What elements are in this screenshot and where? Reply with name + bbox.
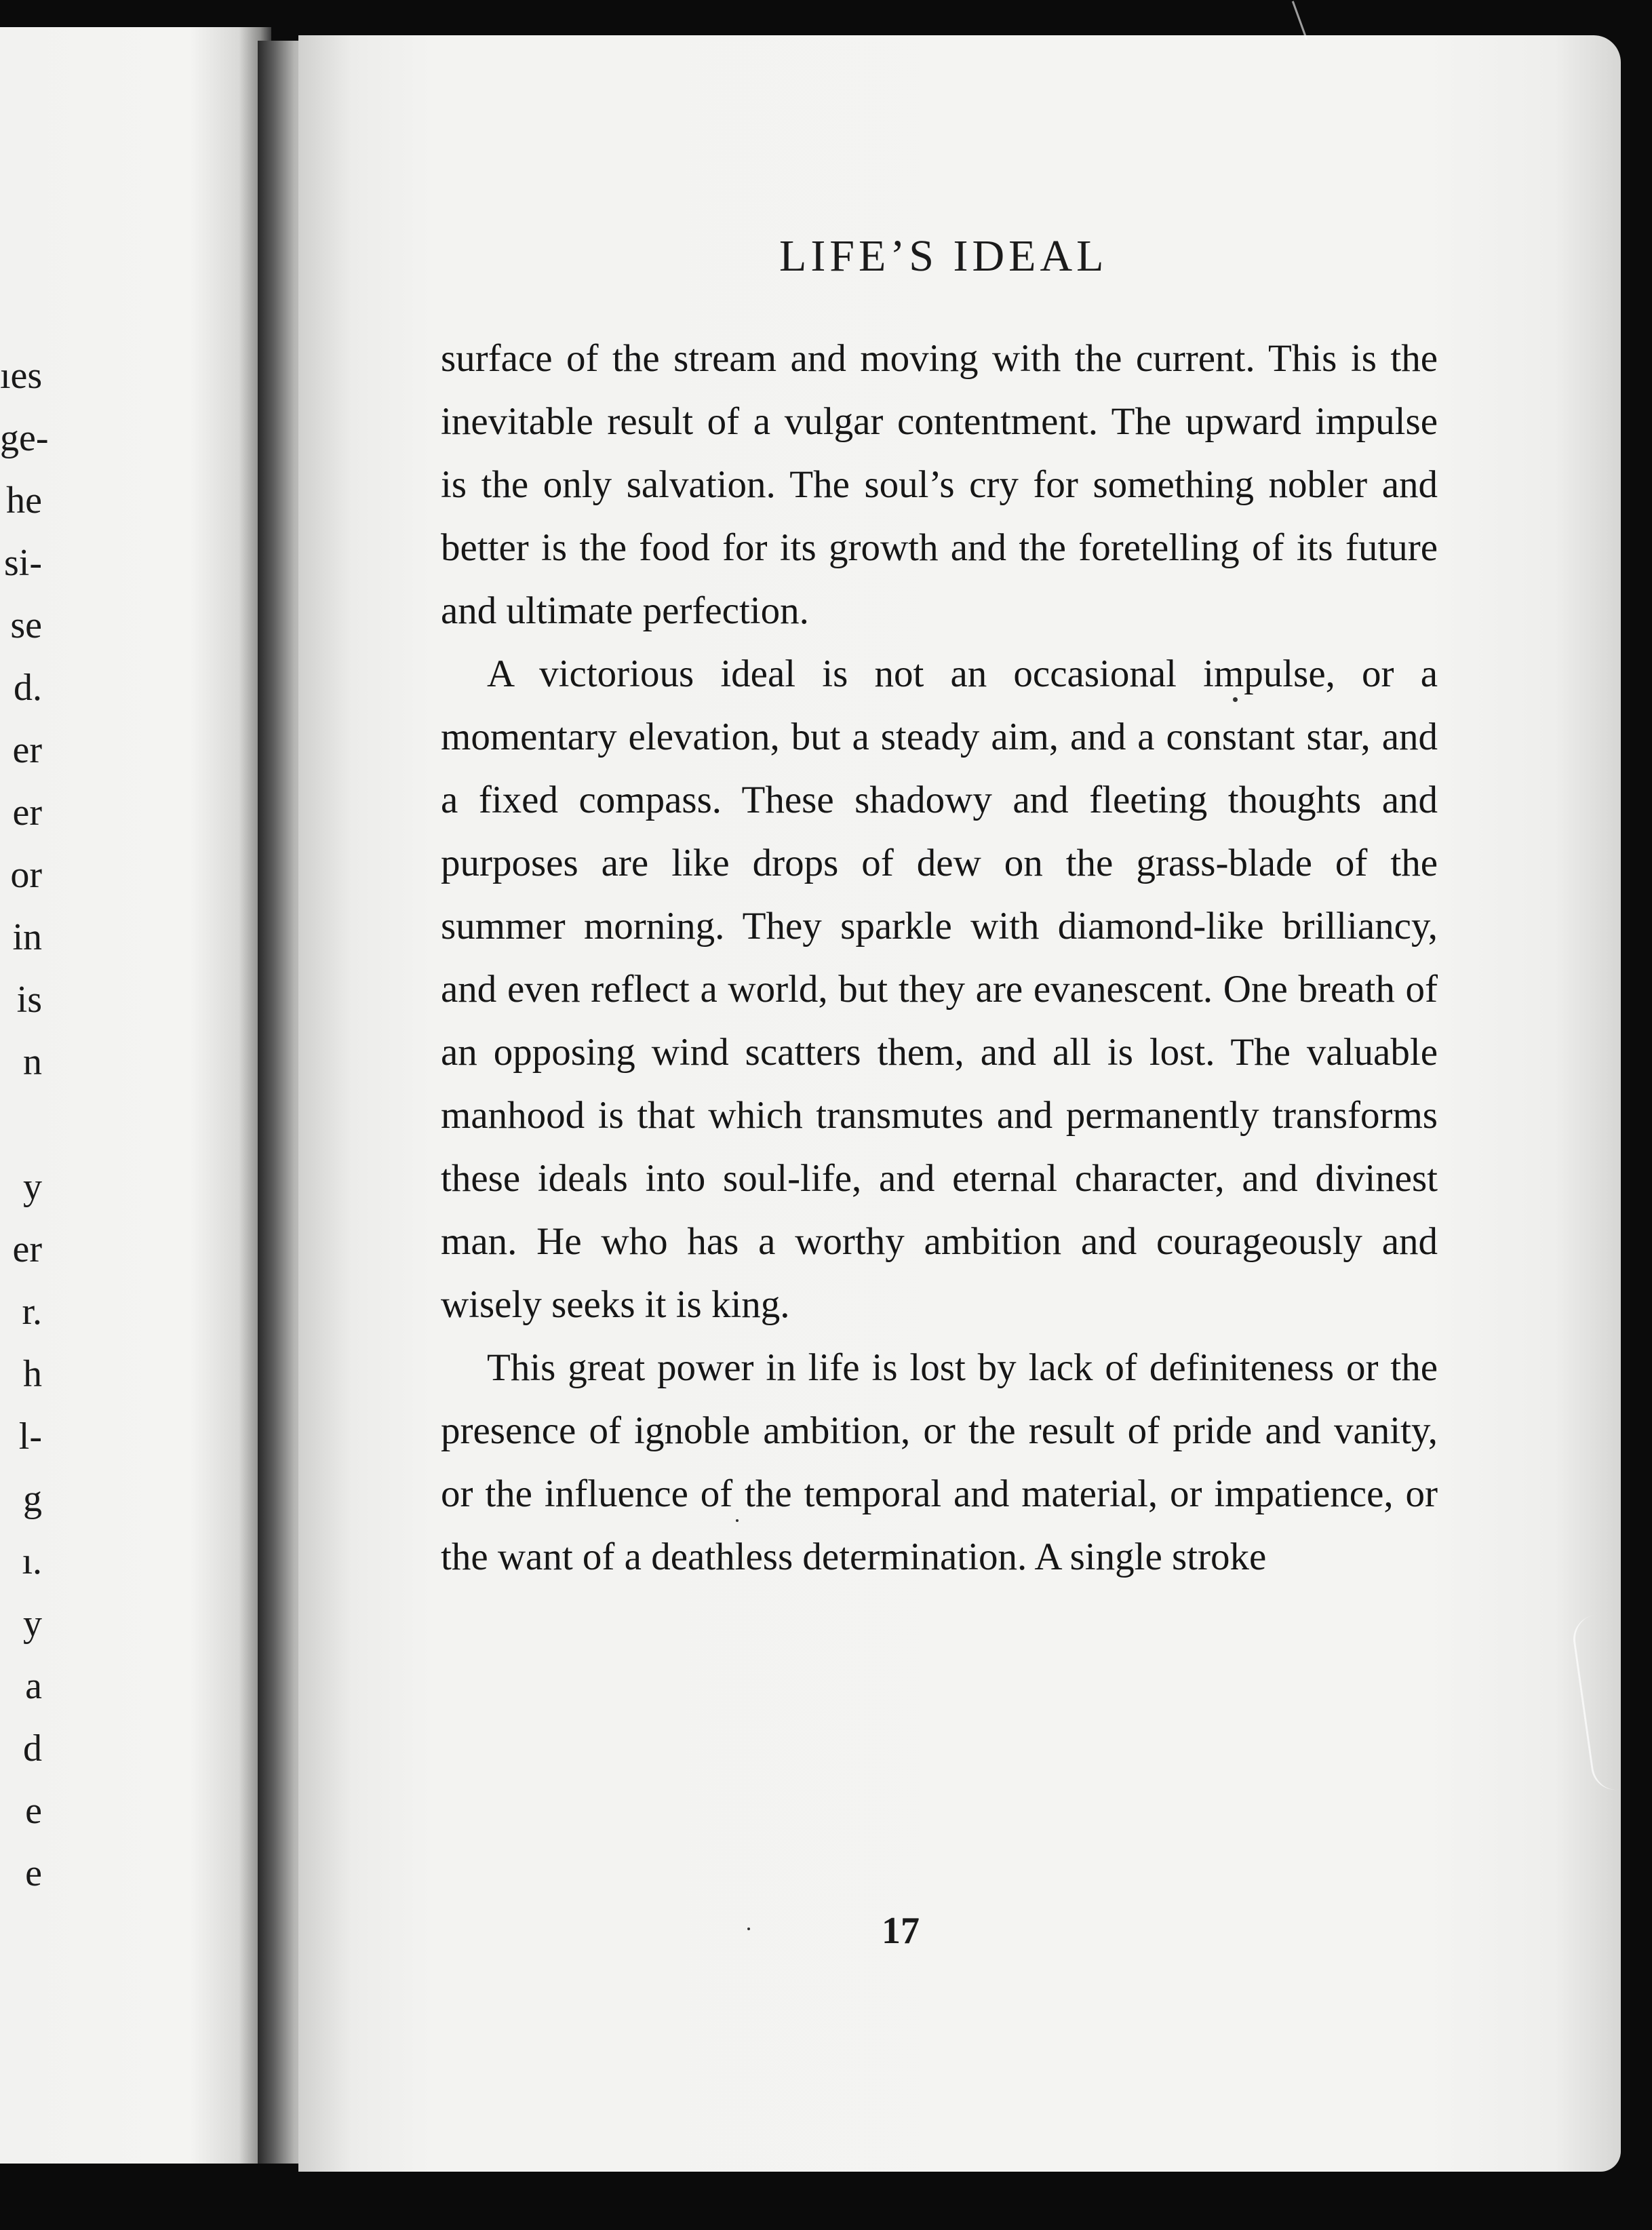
left-page-fragment: er [12,791,42,834]
left-page-fragment: or [10,854,42,896]
left-page-fragment: r. [22,1291,42,1333]
left-page-fragment: d. [14,667,42,709]
stray-thread [1292,1,1307,39]
left-page-fragment: d [23,1727,42,1769]
paragraph-2: A victorious ideal is not an occasional impulse, or a momentary elevation, but a steady aim, and a constant star, and a fixed compass. These shadowy and fleeting thoughts and purposes are like drops of dew on the grass-blade of the summer morning. They sparkle with diamond-like brilliancy, and even reflect a world, but they are evanescent. One breath of an opposing wind scatters them, and all is lost. The valuable manhood is that which transmutes and permanently transforms these ideals into soul-life, and eternal character, and divinest man. He who has a worthy ambition and courageously and wisely seeks it is king. [441,652,1438,1326]
left-page-fragment: si- [4,542,42,584]
left-page-fragment: ıes [0,355,43,397]
paragraph-1: surface of the stream and moving with the current. This is the inevitable result of a vulgar contentment. The upward impulse is the only salvation. The soul’s cry for something nobler and better is the food for its growth and the foretelling of its future and ultimate perfection. [441,337,1438,632]
ink-speck [747,1928,750,1930]
left-page-fragment: h [23,1353,42,1395]
left-page-fragment: y [23,1603,42,1645]
page-number: 17 [882,1910,920,1952]
left-page-fragment: he [6,480,42,522]
paragraph-3: This great power in life is lost by lack of definiteness or the presence of ignoble ambition, or the result of pride and vanity, or the influence of the temporal and material, or impatience, or the want of a deathless determination. A single stroke [441,1346,1438,1578]
left-page-fragment: se [10,604,42,646]
left-page-fragment: l- [18,1415,42,1458]
left-page-fragment [0,1093,42,1156]
left-page-fragment: er [12,729,42,771]
left-page-fragment: e [25,1852,42,1894]
left-page-line-fragments [0,27,88,1904]
running-head: LIFE’S IDEAL [779,231,1108,281]
left-page-fragment: y [23,1166,42,1208]
ink-speck [1233,697,1238,702]
body-text [441,327,1438,1588]
left-page-fragment: er [12,1228,42,1270]
left-page-fragment: ı. [22,1540,42,1582]
left-page-fragment: n [23,1041,42,1083]
left-page-fragment: a [25,1665,42,1707]
left-page-fragment: ge- [0,417,49,459]
left-page-fragment: in [12,916,42,958]
ink-speck [736,1519,739,1522]
left-page-fragment: is [16,979,42,1021]
left-page [0,27,271,2164]
left-page-fragment: e [25,1790,42,1832]
left-page-fragment: g [23,1478,42,1520]
